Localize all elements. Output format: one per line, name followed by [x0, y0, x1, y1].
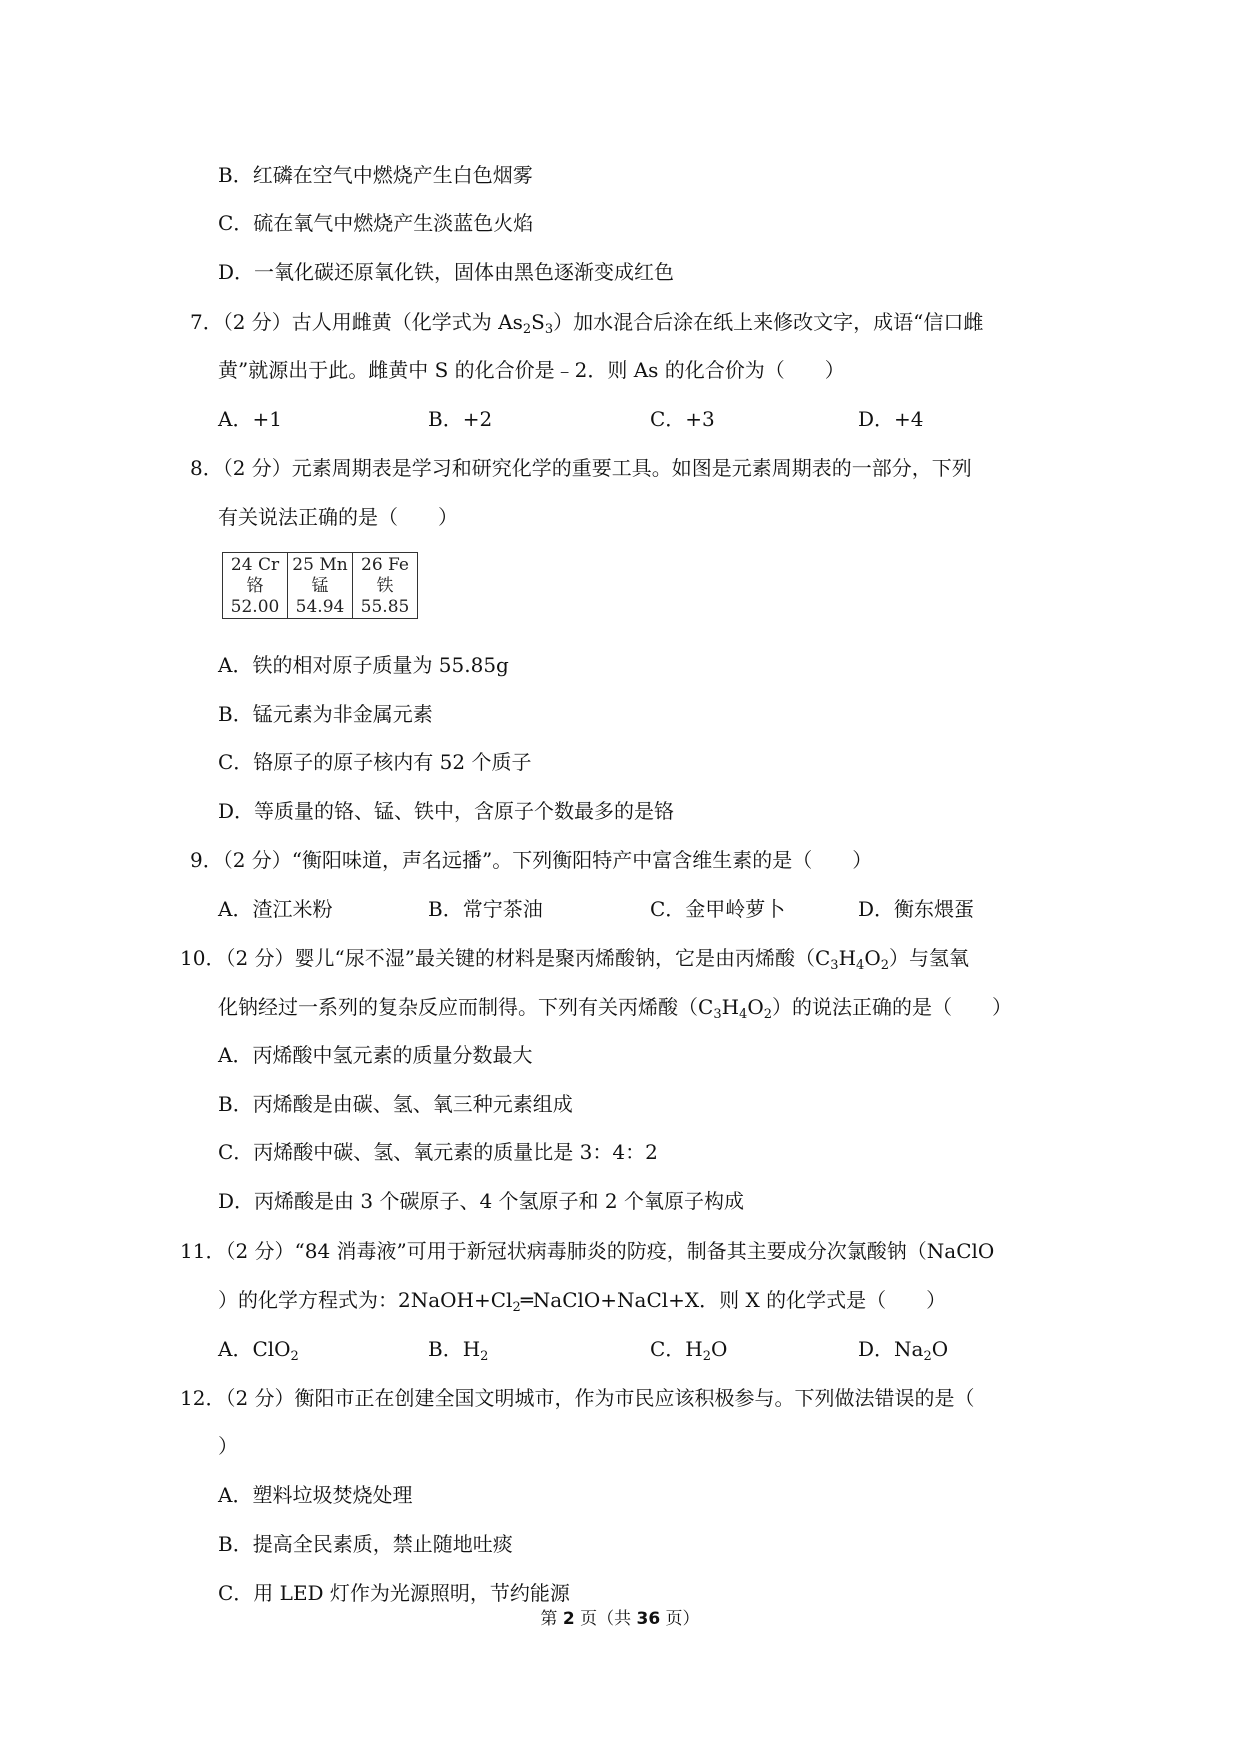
total-page-count: 36: [636, 1609, 661, 1629]
q12-stem-line1: 12．（2 分）衡阳市正在创建全国文明城市，作为市民应该积极参与。下列做法错误的是（: [180, 1386, 975, 1410]
q10-option-b: B．丙烯酸是由碳、氢、氧三种元素组成: [218, 1092, 573, 1116]
periodic-table-excerpt: [222, 552, 418, 619]
q10-option-d: D．丙烯酸是由 3 个碳原子、4 个氢原子和 2 个氧原子构成: [218, 1189, 744, 1213]
q8-stem-line2: 有关说法正确的是（ ）: [218, 505, 458, 529]
element-number-symbol: 24 Cr: [230, 555, 280, 575]
element-number-symbol: 26 Fe: [361, 555, 409, 575]
q7-option-c: C．+3: [650, 407, 715, 431]
q7-option-b: B．+2: [428, 407, 493, 431]
q6-option-c: C．硫在氧气中燃烧产生淡蓝色火焰: [218, 211, 534, 235]
q7-option-a: A．+1: [218, 407, 282, 431]
q11-option-c: C．$H_2O$: [650, 1337, 728, 1364]
q12-option-b: B．提高全民素质，禁止随地吐痰: [218, 1532, 513, 1556]
q12-option-a: A．塑料垃圾焚烧处理: [218, 1483, 413, 1507]
q8-stem-line1: 8．（2 分）元素周期表是学习和研究化学的重要工具。如图是元素周期表的一部分，下列: [190, 456, 972, 480]
q6-option-d: D．一氧化碳还原氧化铁，固体由黑色逐渐变成红色: [218, 260, 675, 284]
q9-option-a: A．渣江米粉: [218, 897, 333, 921]
q11-stem-line1: 11．（2 分）“84 消毒液”可用于新冠状病毒肺炎的防疫，制备其主要成分次氯酸钠（NaClO: [180, 1239, 995, 1263]
q11-stem-line2: ）的化学方程式为：$2NaOH+Cl_2═NaClO+NaCl+X$．则 X 的化学式是（ ）: [218, 1288, 947, 1315]
element-cell-fe: [353, 553, 418, 619]
q8-option-c: C．铬原子的原子核内有 52 个质子: [218, 750, 532, 774]
element-name: 锰: [311, 576, 329, 596]
q10-stem-line2: 化钠经过一系列的复杂反应而制得。下列有关丙烯酸$(C_3H_4O_2)$的说法正确的是（ ）: [218, 995, 1013, 1022]
q11-option-d: D．$Na_2O$: [858, 1337, 949, 1364]
q6-option-b: B．红磷在空气中燃烧产生白色烟雾: [218, 163, 533, 187]
q10-stem-line1: 10．（2 分）婴儿“尿不湿”最关键的材料是聚丙烯酸钠，它是由丙烯酸$(C_3H_4O_2)$与氢氧: [180, 946, 969, 973]
q8-option-d: D．等质量的铬、锰、铁中，含原子个数最多的是铬: [218, 799, 675, 823]
q12-option-c: C．用 LED 灯作为光源照明，节约能源: [218, 1581, 570, 1605]
element-name: 铁: [376, 576, 394, 596]
q7-stem-line2: 黄”就源出于此。雌黄中 S 的化合价是﹣2．则 As 的化合价为（ ）: [218, 358, 845, 382]
current-page-number: 2: [562, 1609, 575, 1629]
q10-option-c: C．丙烯酸中碳、氢、氧元素的质量比是 3：4：2: [218, 1140, 658, 1164]
q9-stem: 9．（2 分）“衡阳味道，声名远播”。下列衡阳特产中富含维生素的是（ ）: [190, 848, 873, 872]
q11-option-a: A．ClO$_2$: [218, 1337, 299, 1364]
q10-option-a: A．丙烯酸中氢元素的质量分数最大: [218, 1043, 533, 1067]
q7-option-d: D．+4: [858, 407, 924, 431]
q9-option-d: D．衡东煨蛋: [858, 897, 975, 921]
page-footer: 第 2 页（共 36 页）: [540, 1609, 700, 1629]
q8-option-b: B．锰元素为非金属元素: [218, 702, 433, 726]
element-mass: 52.00: [230, 597, 280, 617]
element-cell-cr: [223, 553, 288, 619]
element-mass: 54.94: [295, 597, 345, 617]
q9-option-c: C．金甲岭萝卜: [650, 897, 786, 921]
element-cell-mn: [288, 553, 353, 619]
element-name: 铬: [246, 576, 264, 596]
q11-option-b: B．$H_2$: [428, 1337, 489, 1364]
q12-stem-line2: ）: [218, 1434, 238, 1458]
element-number-symbol: 25 Mn: [292, 555, 348, 575]
q9-option-b: B．常宁茶油: [428, 897, 543, 921]
element-mass: 55.85: [360, 597, 410, 617]
q7-stem-line1: 7．（2 分）古人用雌黄（化学式为 $As_2S_3$）加水混合后涂在纸上来修改文字，成语“信口雌: [190, 310, 984, 337]
q8-option-a: A．铁的相对原子质量为 55.85g: [218, 653, 509, 677]
